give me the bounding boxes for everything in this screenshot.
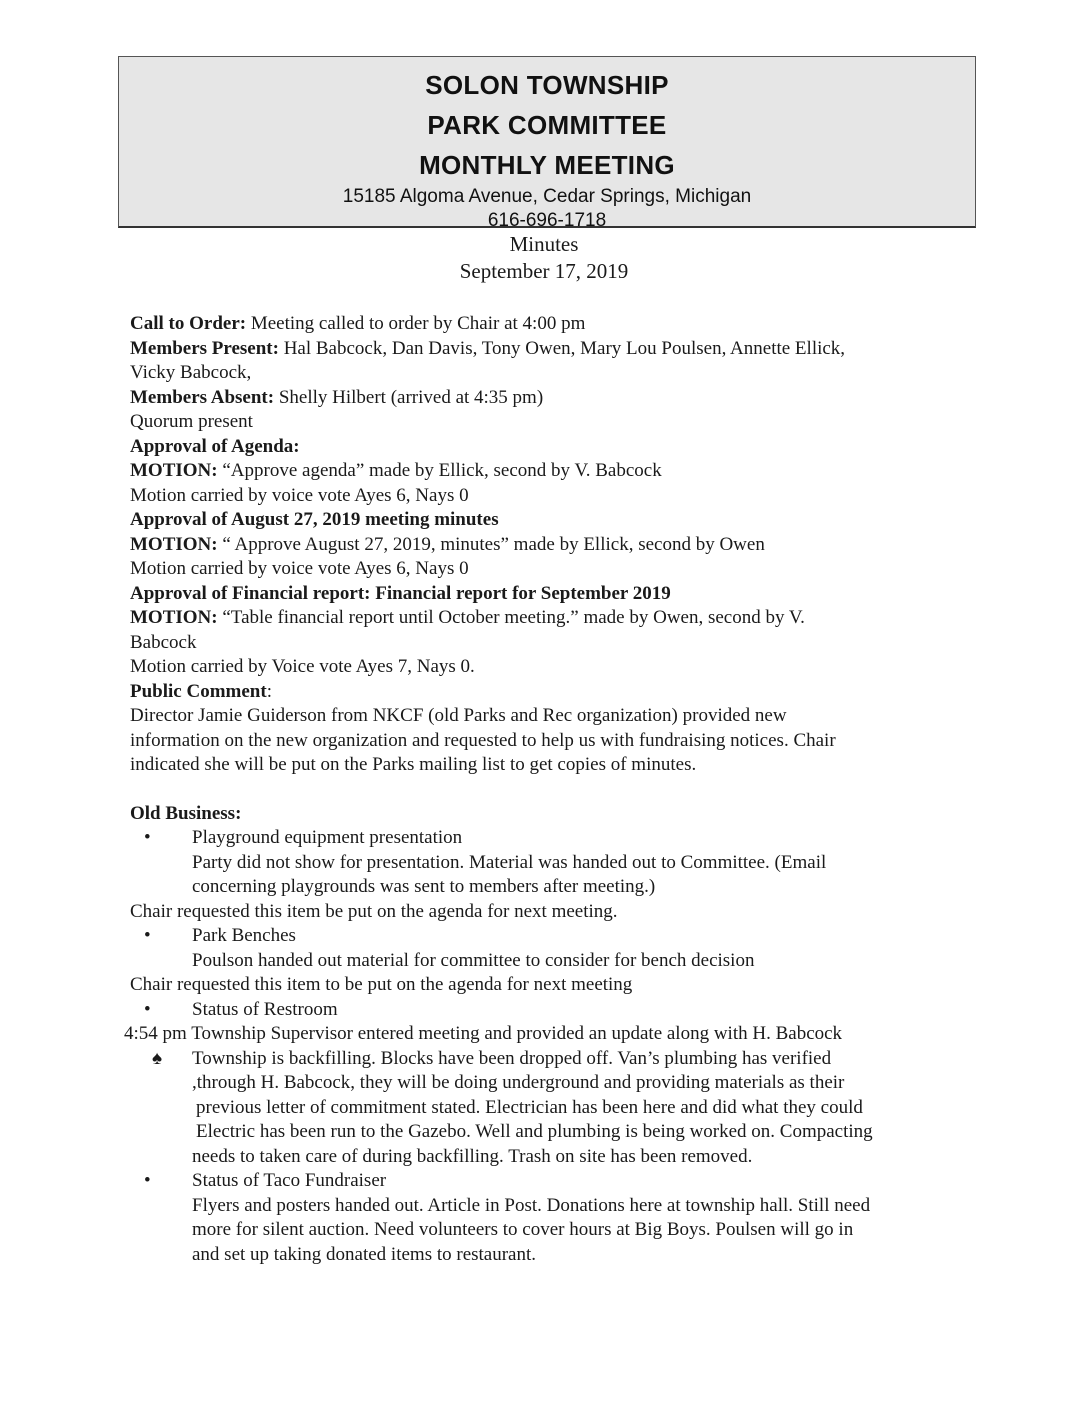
motion-label: MOTION: (130, 460, 218, 481)
motion-label: MOTION: (130, 607, 218, 628)
list-item (130, 998, 950, 1023)
item-followup: 4:54 pm Township Supervisor entered meeting and provided an update along with H. Babcock (124, 1023, 843, 1044)
members-absent-label: Members Absent: (130, 386, 275, 408)
public-comment-colon: : (266, 680, 272, 702)
minutes-body (124, 312, 950, 1267)
item-detail: needs to taken care of during backfilling. Trash on site has been removed. (192, 1145, 753, 1167)
item-title: Status of Taco Fundraiser (192, 1170, 387, 1191)
item-followup: Chair requested this item to be put on the agenda for next meeting (130, 974, 633, 995)
item-detail: Flyers and posters handed out. Article in Post. Donations here at township hall. Still need (192, 1194, 871, 1216)
bullet-icon: • (144, 1170, 151, 1191)
financial-motion (130, 606, 950, 631)
call-to-order (130, 312, 950, 337)
members-absent-text: Shelly Hilbert (arrived at 4:35 pm) (274, 386, 544, 408)
committee-name: PARK COMMITTEE (427, 110, 667, 140)
meeting-type: MONTHLY MEETING (419, 150, 675, 180)
item-followup: Chair requested this item be put on the agenda for next meeting. (130, 900, 618, 922)
quorum-status: Quorum present (130, 411, 253, 432)
item-title: Park Benches (192, 925, 296, 946)
motion-text: “Approve agenda” made by Ellick, second by V. Babcock (217, 460, 662, 481)
call-to-order-text: Meeting called to order by Chair at 4:00 pm (246, 313, 586, 334)
public-comment-heading (130, 680, 950, 705)
bullet-icon: • (144, 998, 151, 1020)
agenda-motion (130, 459, 950, 484)
minutes-approval-motion (130, 533, 950, 558)
item-title: Status of Restroom (192, 998, 338, 1020)
item-detail: Poulson handed out material for committee to consider for bench decision (192, 949, 755, 971)
financial-result: Motion carried by Voice vote Ayes 7, Nays 0. (130, 656, 475, 677)
phone-number: 616-696-1718 (487, 210, 607, 231)
members-absent (130, 386, 950, 411)
item-detail: Electric has been run to the Gazebo. Well and plumbing is being worked on. Compacting (196, 1121, 873, 1142)
public-comment-line: information on the new organization and requested to help us with fundraising notices. Chair (130, 729, 836, 751)
item-detail: Township is backfilling. Blocks have been dropped off. Van’s plumbing has verified (192, 1047, 832, 1069)
public-comment-line: indicated she will be put on the Parks mailing list to get copies of minutes. (130, 754, 697, 775)
agenda-result: Motion carried by voice vote Ayes 6, Nays 0 (130, 484, 469, 506)
members-present (130, 337, 950, 362)
minutes-approval-result: Motion carried by voice vote Ayes 6, Nays 0 (130, 558, 469, 579)
members-present-label: Members Present: (130, 337, 279, 359)
public-comment-line: Director Jamie Guiderson from NKCF (old Parks and Rec organization) provided new (130, 705, 787, 726)
item-detail: and set up taking donated items to restaurant. (192, 1243, 537, 1265)
old-business-heading: Old Business: (130, 802, 242, 824)
item-title: Playground equipment presentation (192, 827, 463, 848)
financial-motion-cont: Babcock (130, 631, 197, 653)
item-detail: concerning playgrounds was sent to members after meeting.) (192, 876, 656, 897)
item-detail: more for silent auction. Need volunteers to cover hours at Big Boys. Poulsen will go in (192, 1219, 854, 1240)
letterhead-box (118, 56, 976, 231)
public-comment-label: Public Comment (130, 680, 267, 702)
members-present-cont: Vicky Babcock, (130, 362, 252, 383)
spade-bullet-icon: ♠ (152, 1047, 163, 1069)
list-item (130, 1169, 950, 1194)
sub-list-item (130, 1047, 950, 1072)
doc-title: Minutes (509, 232, 579, 256)
members-present-text: Hal Babcock, Dan Davis, Tony Owen, Mary Lou Poulsen, Annette Ellick, (278, 337, 846, 359)
list-item (130, 826, 950, 851)
bullet-icon: • (144, 827, 151, 848)
minutes-approval-heading: Approval of August 27, 2019 meeting minutes (130, 509, 499, 530)
agenda-heading: Approval of Agenda: (130, 435, 300, 457)
meeting-date: September 17, 2019 (459, 259, 629, 283)
item-detail: previous letter of commitment stated. Electrician has been here and did what they could (196, 1096, 863, 1118)
list-item (130, 924, 950, 949)
org-name: SOLON TOWNSHIP (425, 70, 669, 100)
address: 15185 Algoma Avenue, Cedar Springs, Michigan (342, 186, 752, 207)
item-detail: ,through H. Babcock, they will be doing underground and providing materials as their (192, 1072, 845, 1093)
financial-heading: Approval of Financial report: Financial report for September 2019 (130, 582, 671, 604)
motion-text: “Table financial report until October meeting.” made by Owen, second by V. (217, 607, 805, 628)
bullet-icon: • (144, 925, 151, 946)
motion-label: MOTION: (130, 533, 218, 555)
motion-text: “ Approve August 27, 2019, minutes” made by Ellick, second by Owen (217, 533, 765, 555)
spacer (130, 778, 950, 802)
item-detail: Party did not show for presentation. Material was handed out to Committee. (Email (192, 851, 827, 873)
call-to-order-label: Call to Order: (130, 313, 247, 334)
